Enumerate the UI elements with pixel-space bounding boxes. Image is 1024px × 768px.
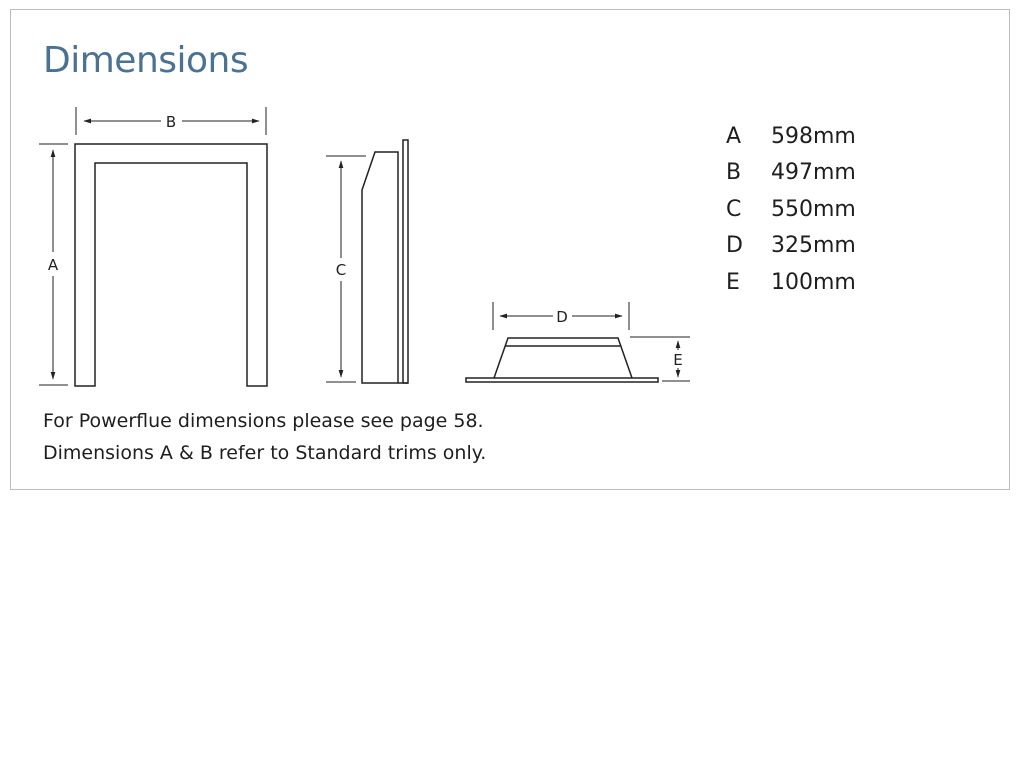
dimension-row-b bbox=[726, 155, 856, 192]
dimension-value: 598mm bbox=[771, 123, 856, 149]
dimension-letter: C bbox=[726, 196, 742, 222]
side-body-outline bbox=[362, 152, 398, 383]
dimension-value: 325mm bbox=[771, 233, 856, 259]
dimension-row-d bbox=[726, 228, 856, 265]
top-body-outline bbox=[494, 338, 632, 378]
dimension-letter: E bbox=[726, 269, 740, 295]
label-d: D bbox=[556, 308, 568, 326]
label-c: C bbox=[335, 261, 347, 279]
dimension-letter: B bbox=[726, 160, 742, 186]
label-a: A bbox=[47, 256, 59, 274]
dimensions-legend bbox=[726, 118, 856, 301]
label-e: E bbox=[673, 351, 683, 369]
side-plate bbox=[403, 140, 408, 383]
frame-outline bbox=[75, 144, 267, 386]
dimension-value: 497mm bbox=[771, 160, 856, 186]
note-powerflue: For Powerflue dimensions please see page 58. bbox=[43, 410, 484, 432]
note-standard-trims: Dimensions A & B refer to Standard trims only. bbox=[43, 442, 487, 464]
front-view-drawing bbox=[39, 107, 267, 386]
footnotes bbox=[43, 405, 486, 469]
dimension-letter: D bbox=[726, 233, 743, 259]
dimension-row-c bbox=[726, 191, 856, 228]
dimension-letter: A bbox=[726, 123, 742, 149]
page-title: Dimensions bbox=[43, 40, 249, 81]
dimension-value: 550mm bbox=[771, 196, 856, 222]
label-b: B bbox=[165, 113, 177, 131]
dimension-row-a bbox=[726, 118, 856, 155]
dimension-value: 100mm bbox=[771, 269, 856, 295]
top-base-plate bbox=[466, 378, 658, 382]
top-view-drawing bbox=[466, 302, 690, 382]
dimension-row-e bbox=[726, 264, 856, 301]
